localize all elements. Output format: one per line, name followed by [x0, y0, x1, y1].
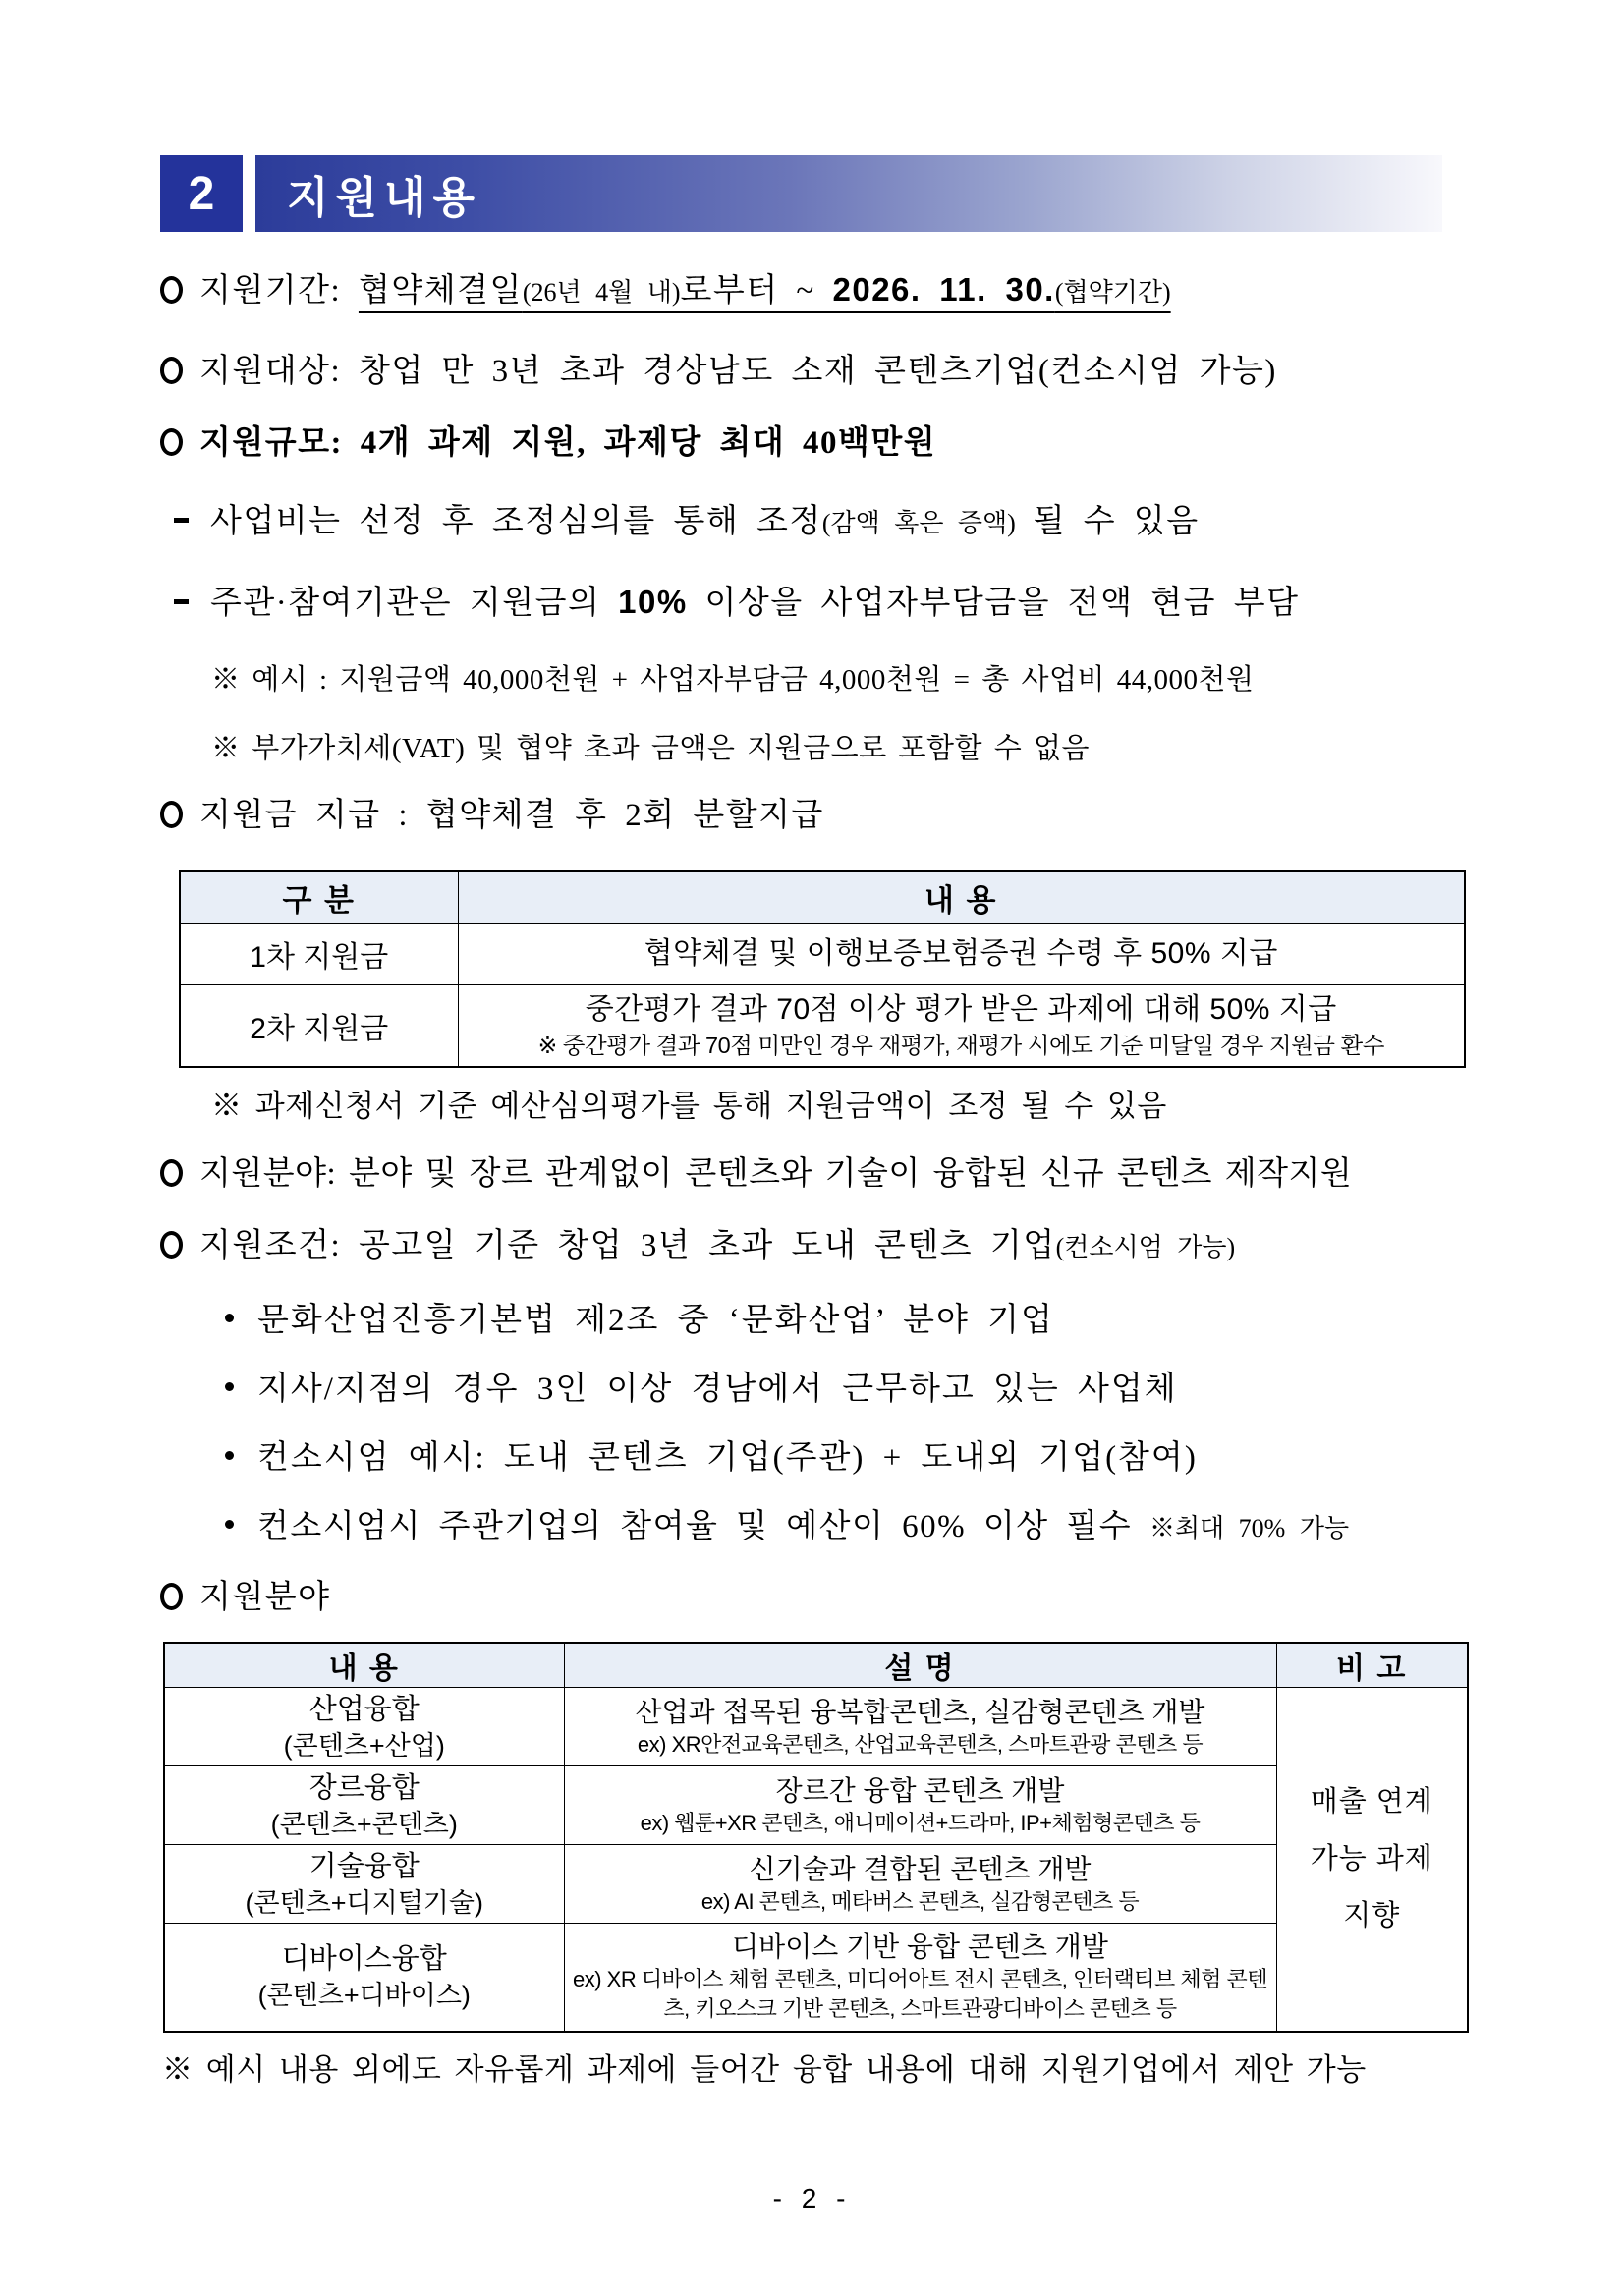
- payment-value: 협약체결 후 2회 분할지급: [425, 798, 824, 833]
- line-payment: [160, 793, 1467, 838]
- field-table-header-row: [164, 1643, 1468, 1688]
- sub-bullet-branch: [160, 1367, 1467, 1412]
- circle-bullet-icon: [160, 1231, 183, 1259]
- section-title: 지원내용: [287, 174, 482, 222]
- sub-bullet-text: 컨소시엄시 주관기업의 참여율 및 예산이 60% 이상 필수: [257, 1509, 1149, 1544]
- sub-bullet-consortium-ratio: [160, 1504, 1467, 1551]
- field-row4-sub-text: (콘텐츠+디바이스): [257, 1981, 471, 2011]
- field-row2-ex-text: ex) 웹툰+XR 콘텐츠, 애니메이션+드라마, IP+체험형콘텐츠 등: [640, 1810, 1201, 1835]
- payment-table-header-desc: 내 용: [458, 871, 1465, 923]
- payment-row1-type: 1차 지원금: [180, 923, 458, 984]
- line-support-condition: [160, 1223, 1467, 1270]
- table-row: [164, 1766, 1468, 1845]
- period-seg-small: (협약기간): [1054, 278, 1171, 307]
- remark-line: 지향: [1343, 1900, 1401, 1932]
- field-row3-desc-text: 신기술과 결합된 콘텐츠 개발: [749, 1853, 1092, 1884]
- period-end-date: 2026. 11. 30.: [832, 271, 1055, 308]
- field-row4-name: [164, 1924, 564, 2032]
- field-row1-name: [164, 1688, 564, 1766]
- dot-bullet-icon: [225, 1520, 234, 1529]
- field-row2-desc: [564, 1766, 1276, 1845]
- support-period-label: 지원기간:: [199, 273, 359, 308]
- payment-label: 지원금 지급 :: [199, 798, 426, 833]
- field-row3-desc: [564, 1845, 1276, 1924]
- support-condition-label: 지원조건:: [199, 1228, 359, 1263]
- budget-adjust-small: (감액 혹은 증액): [821, 509, 1016, 537]
- field-table-remark-cell: [1276, 1688, 1468, 2032]
- field-row1-desc: [564, 1688, 1276, 1766]
- circle-bullet-icon: [160, 357, 183, 384]
- support-scale-label: 지원규모:: [199, 425, 361, 461]
- field-table-header-remark: 비 고: [1276, 1643, 1468, 1688]
- payment-table-header-row: [180, 871, 1465, 923]
- field-row4-ex-text: ex) XR 디바이스 체험 콘텐츠, 미디어아트 전시 콘텐츠, 인터랙티브 체험 콘텐츠, 키오스크 기반 콘텐츠, 스마트관광디바이스 콘텐츠 등: [572, 1967, 1268, 2022]
- field-row3-ex-text: ex) AI 콘텐츠, 메타버스 콘텐츠, 실감형콘텐츠 등: [700, 1888, 1140, 1914]
- field-row4-desc-text: 디바이스 기반 융합 콘텐츠 개발: [732, 1932, 1108, 1963]
- sub-bullet-culture-industry: [160, 1298, 1467, 1343]
- field-row1-ex-text: ex) XR안전교육콘텐츠, 산업교육콘텐츠, 스마트관광 콘텐츠 등: [637, 1731, 1204, 1757]
- table-row: [164, 1924, 1468, 2032]
- payment-row2-note: ※ 중간평가 결과 70점 미만인 경우 재평가, 재평가 시에도 기준 미달일 경우 지원금 환수: [537, 1032, 1384, 1058]
- circle-bullet-icon: [160, 276, 183, 304]
- dot-bullet-icon: [225, 1314, 234, 1322]
- field-row3-name: [164, 1845, 564, 1924]
- period-seg-small: (26년 4월 내): [522, 278, 681, 307]
- field-row2-name: [164, 1766, 564, 1845]
- period-seg: 로부터 ~: [680, 273, 833, 308]
- sub-bullet-small: ※최대 70% 가능: [1148, 1514, 1350, 1542]
- field-row4-desc: [564, 1924, 1276, 2032]
- line-field-table-title: [160, 1575, 1467, 1620]
- sub-bullet-text: 지사/지점의 경우 3인 이상 경남에서 근무하고 있는 사업체: [257, 1372, 1178, 1407]
- field-row2-name-text: 장르융합: [308, 1771, 420, 1804]
- page-number: - 2 -: [772, 2183, 852, 2213]
- payment-row1-desc-text: 협약체결 및 이행보증보험증권 수령 후 50% 지급: [644, 936, 1278, 970]
- payment-table: [179, 870, 1466, 1068]
- payment-row1-desc: [458, 923, 1465, 984]
- field-row1-sub-text: (콘텐츠+산업): [283, 1730, 445, 1761]
- field-table-header-content: 내 용: [164, 1643, 564, 1688]
- field-table-header-desc: 설 명: [564, 1643, 1276, 1688]
- field-row1-name-text: 산업융합: [308, 1693, 420, 1725]
- payment-row2-desc: [458, 984, 1465, 1067]
- remark-line: 매출 연계: [1310, 1786, 1433, 1819]
- table-row: [180, 984, 1465, 1067]
- payment-table-header-type: 구 분: [180, 871, 458, 923]
- hyphen-bullet-icon: [174, 518, 189, 523]
- section-header: [160, 155, 1467, 232]
- table-row: [164, 1688, 1468, 1766]
- period-seg: 협약체결일: [358, 273, 523, 308]
- field-row1-desc-text: 산업과 접목된 융복합콘텐츠, 실감형콘텐츠 개발: [635, 1696, 1205, 1727]
- line-self-funding: [160, 580, 1467, 626]
- support-scale-value: 4개 과제 지원, 과제당 최대 40백만원: [360, 425, 937, 461]
- table-row: [180, 923, 1465, 984]
- support-field-label: 지원분야:: [199, 1156, 349, 1192]
- line-support-period: [160, 267, 1467, 315]
- dot-bullet-icon: [225, 1451, 234, 1460]
- field-table-title: 지원분야: [199, 1580, 331, 1615]
- payment-row2-type: 2차 지원금: [180, 984, 458, 1067]
- note-example: ※ 예시 : 지원금액 40,000천원 + 사업자부담금 4,000천원 = 총 사업비 44,000천원: [211, 664, 1255, 696]
- field-row2-sub-text: (콘텐츠+콘텐츠): [270, 1809, 458, 1839]
- support-target-value: 창업 만 3년 초과 경상남도 소재 콘텐츠기업(컨소시엄 가능): [358, 354, 1277, 389]
- circle-bullet-icon: [160, 1159, 183, 1187]
- field-row3-sub-text: (콘텐츠+디지털기술): [245, 1887, 483, 1918]
- field-row4-name-text: 디바이스융합: [281, 1943, 447, 1976]
- circle-bullet-icon: [160, 428, 183, 456]
- section-title-bar: [255, 155, 1442, 232]
- note-vat: ※ 부가가치세(VAT) 및 협약 초과 금액은 지원금으로 포함할 수 없음: [211, 733, 1091, 764]
- field-row2-desc-text: 장르간 융합 콘텐츠 개발: [775, 1774, 1065, 1806]
- payment-row2-desc-text: 중간평가 결과 70점 이상 평가 받은 과제에 대해 50% 지급: [585, 992, 1337, 1026]
- support-period-value: [359, 273, 1171, 308]
- circle-bullet-icon: [160, 801, 183, 828]
- support-field-value: 분야 및 장르 관계없이 콘텐츠와 기술이 융합된 신규 콘텐츠 제작지원: [348, 1156, 1353, 1192]
- remark-line: 가능 과제: [1310, 1843, 1433, 1876]
- support-condition-value: 공고일 기준 창업 3년 초과 도내 콘텐츠 기업: [358, 1228, 1056, 1263]
- field-table: [163, 1642, 1469, 2033]
- section-number-badge: 2: [160, 155, 243, 232]
- dot-bullet-icon: [225, 1382, 234, 1391]
- circle-bullet-icon: [160, 1583, 183, 1610]
- line-support-field: [160, 1151, 1467, 1197]
- line-support-target: [160, 349, 1467, 394]
- sub-bullet-consortium-example: [160, 1435, 1467, 1481]
- support-condition-small: (컨소시엄 가능): [1055, 1233, 1236, 1261]
- self-funding-text: 주관·참여기관은 지원금의: [210, 586, 619, 621]
- note-budget-review: ※ 과제신청서 기준 예산심의평가를 통해 지원금액이 조정 될 수 있음: [211, 1089, 1167, 1123]
- field-row3-name-text: 기술융합: [308, 1850, 420, 1882]
- support-target-label: 지원대상:: [199, 354, 359, 389]
- note-final: ※ 예시 내용 외에도 자유롭게 과제에 들어간 융합 내용에 대해 지원기업에서 제안 가능: [162, 2051, 1367, 2087]
- budget-adjust-text: 사업비는 선정 후 조정심의를 통해 조정: [210, 504, 822, 539]
- hyphen-bullet-icon: [174, 599, 189, 604]
- budget-adjust-text: 될 수 있음: [1015, 504, 1200, 539]
- table-row: [164, 1845, 1468, 1924]
- line-support-scale: [160, 420, 1467, 466]
- self-funding-text: 이상을 사업자부담금을 전액 현금 부담: [687, 586, 1300, 621]
- sub-bullet-text: 문화산업진흥기본법 제2조 중 ‘문화산업’ 분야 기업: [257, 1303, 1054, 1338]
- sub-bullet-text: 컨소시엄 예시: 도내 콘텐츠 기업(주관) + 도내외 기업(참여): [257, 1440, 1198, 1476]
- self-funding-percent: 10%: [618, 584, 688, 620]
- line-budget-adjust: [160, 499, 1467, 546]
